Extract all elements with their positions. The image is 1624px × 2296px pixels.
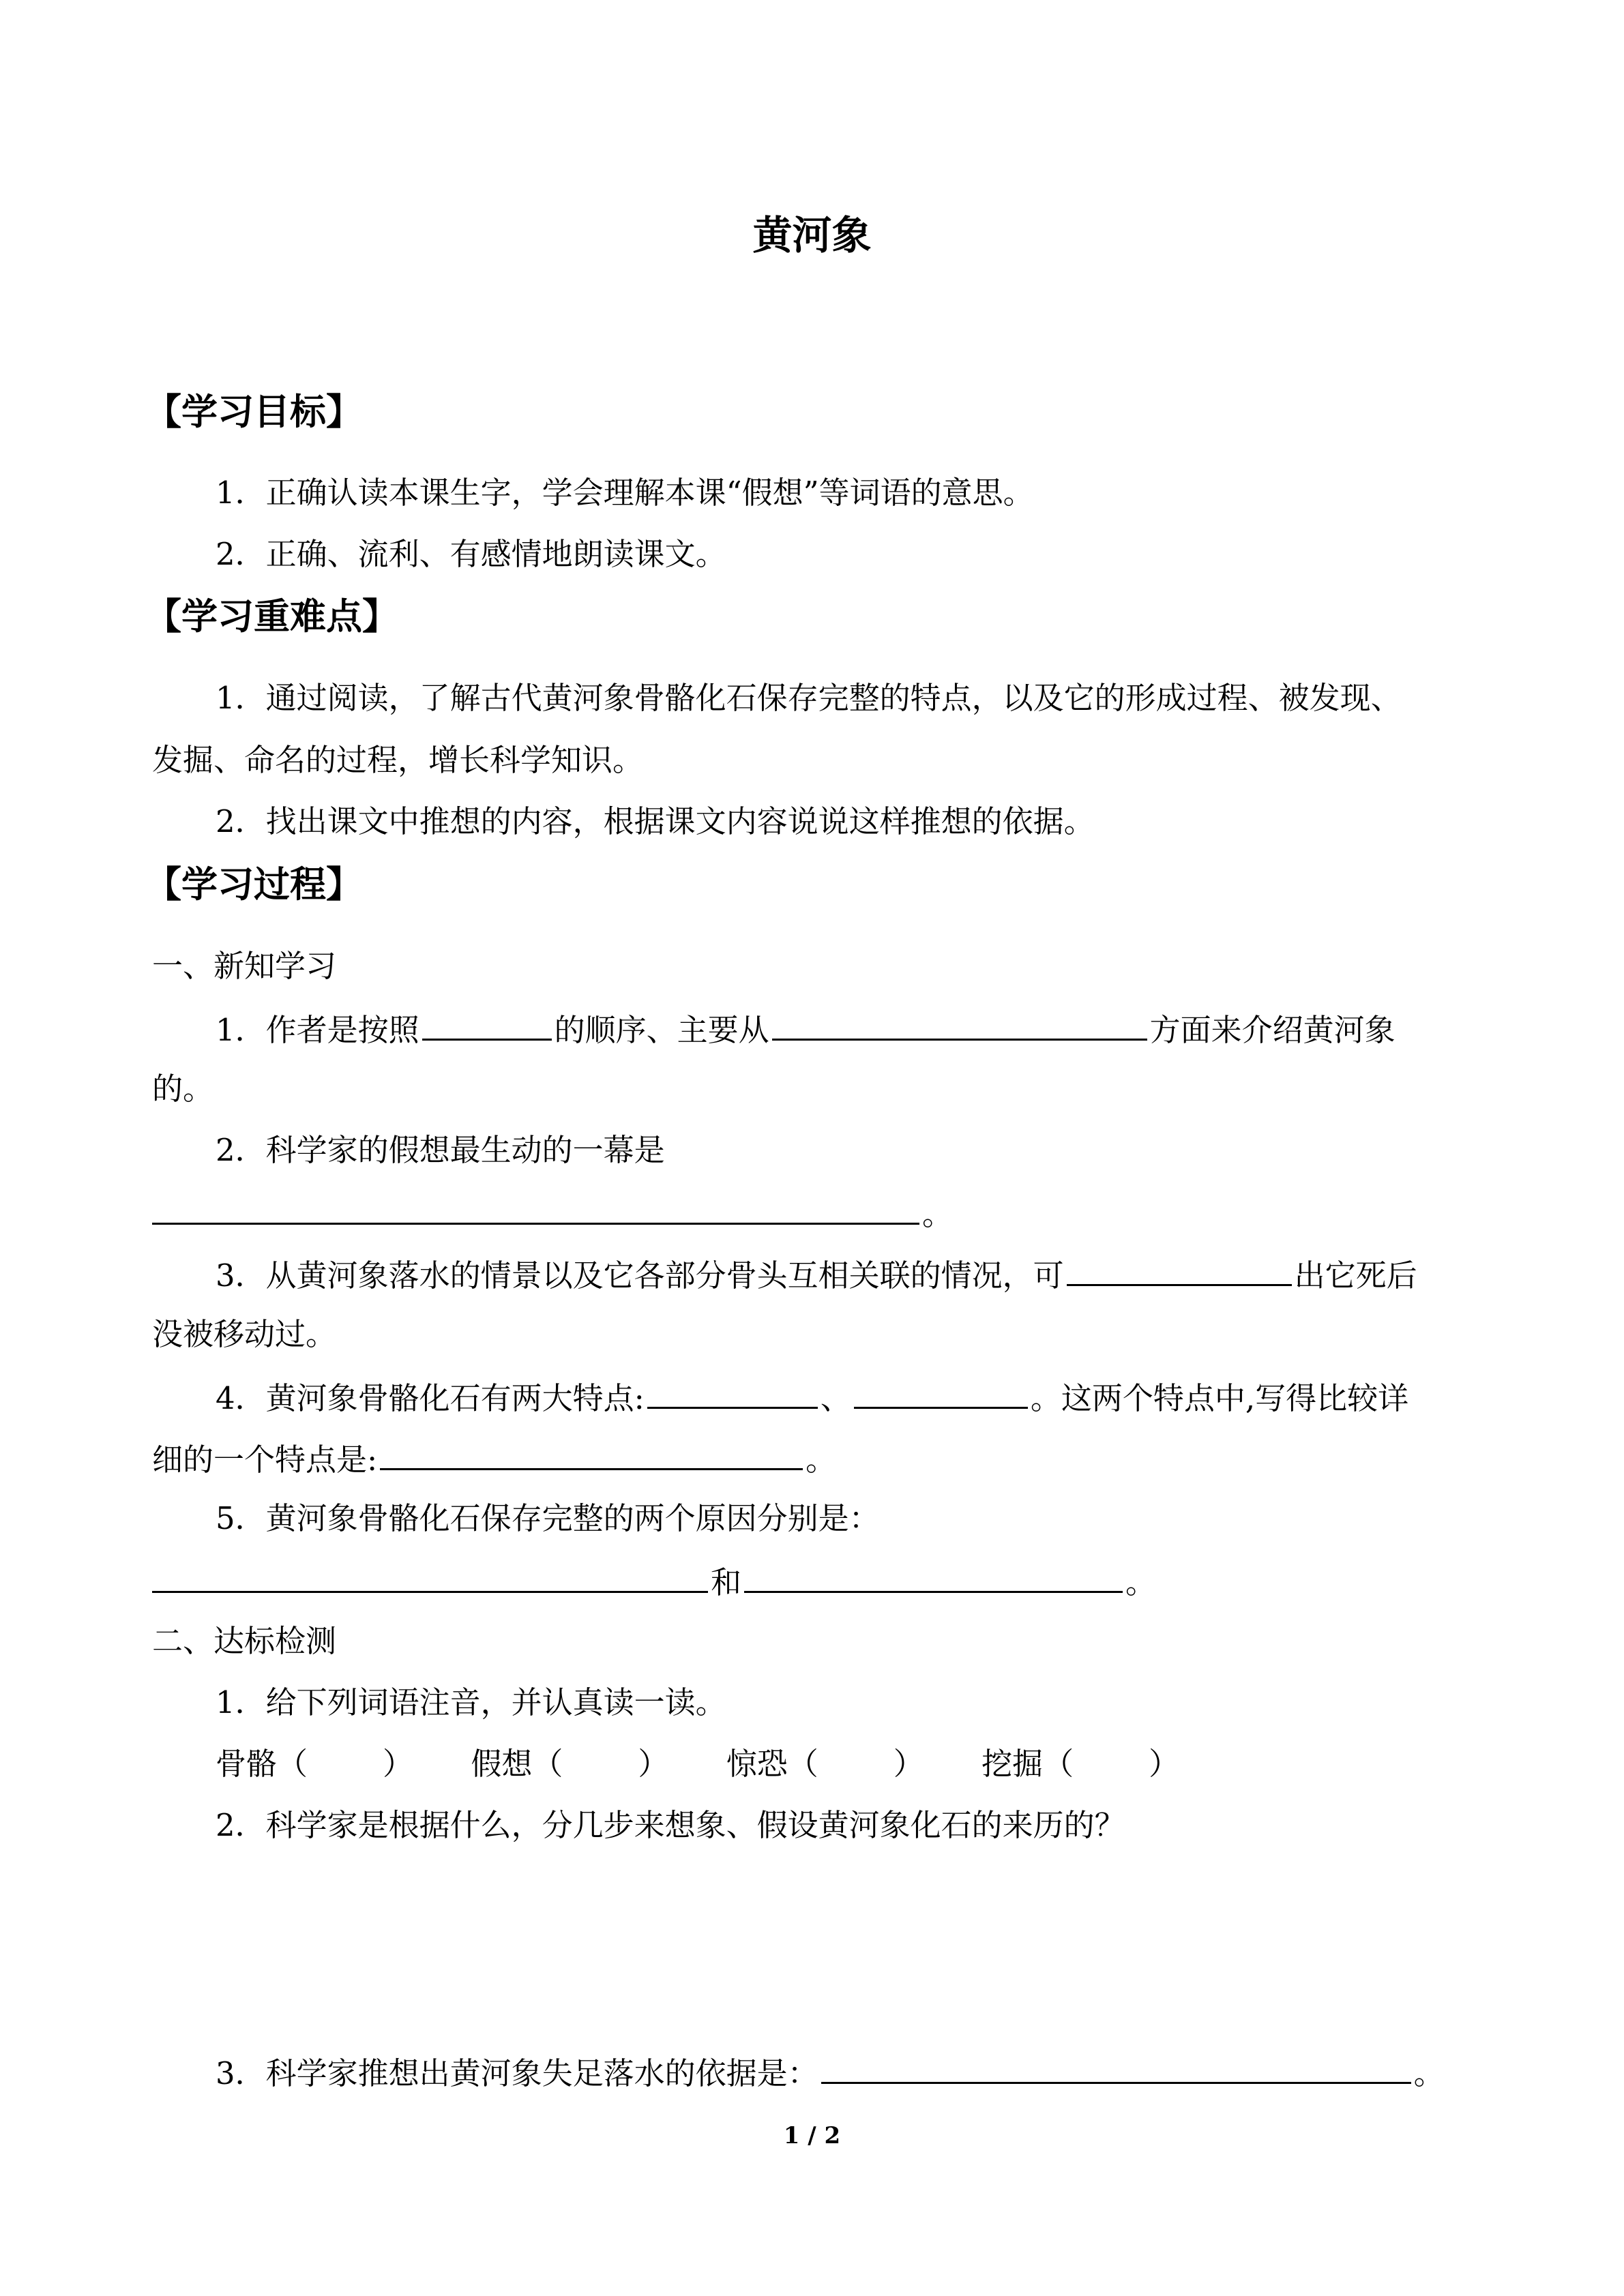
q4-end: 。 bbox=[806, 1442, 837, 1478]
page-number: 1 / 2 bbox=[783, 2122, 841, 2149]
word-item-1: 骨骼（ ） bbox=[216, 1746, 414, 1782]
word-item-2: 假想（ ） bbox=[471, 1746, 669, 1782]
q5-blank-reason-2[interactable] bbox=[744, 1560, 1123, 1593]
part1-heading: 一、新知学习 bbox=[152, 948, 337, 984]
check-question-1: 1．给下列词语注音，并认真读一读。 bbox=[216, 1684, 726, 1720]
section-heading-keypoints: 【学习重难点】 bbox=[145, 596, 398, 638]
check-q3-blank[interactable] bbox=[821, 2051, 1411, 2084]
goal-item-1: 1．正确认读本课生字，学会理解本课“假想”等词语的意思。 bbox=[216, 475, 1034, 511]
q4-text-b: 。这两个特点中,写得比较详 bbox=[1030, 1380, 1409, 1416]
q3-text-b: 出它死后 bbox=[1294, 1257, 1417, 1294]
question-4-line-2 bbox=[152, 1437, 836, 1480]
q5-blank-reason-1[interactable] bbox=[152, 1560, 708, 1593]
q4-text-c: 细的一个特点是: bbox=[152, 1442, 378, 1478]
question-3-line-1 bbox=[216, 1253, 1417, 1296]
pinyin-word-row bbox=[216, 1744, 1227, 1785]
section-heading-process: 【学习过程】 bbox=[145, 864, 362, 906]
q5-and: 和 bbox=[711, 1564, 742, 1600]
q4-blank-detailed-feature[interactable] bbox=[380, 1437, 803, 1470]
q1-blank-aspect[interactable] bbox=[772, 1007, 1147, 1041]
q4-sep: 、 bbox=[820, 1380, 851, 1416]
word-item-4: 挖掘（ ） bbox=[981, 1746, 1180, 1782]
check-q3-end: 。 bbox=[1413, 2055, 1445, 2091]
keypoint-item-1-line-2: 发掘、命名的过程，增长科学知识。 bbox=[152, 742, 644, 778]
part2-heading: 二、达标检测 bbox=[152, 1623, 337, 1659]
q2-blank-scene[interactable] bbox=[152, 1191, 919, 1225]
question-1-line-1 bbox=[216, 1007, 1396, 1051]
q1-text-b: 的顺序、主要从 bbox=[554, 1012, 769, 1048]
q3-blank-infer[interactable] bbox=[1067, 1253, 1292, 1286]
question-3-line-2: 没被移动过。 bbox=[152, 1316, 337, 1352]
section-heading-goals: 【学习目标】 bbox=[145, 391, 362, 433]
check-question-2: 2．科学家是根据什么，分几步来想象、假设黄河象化石的来历的？ bbox=[216, 1807, 1125, 1843]
q4-blank-feature-1[interactable] bbox=[647, 1375, 818, 1409]
keypoint-item-2: 2．找出课文中推想的内容，根据课文内容说说这样推想的依据。 bbox=[216, 803, 1095, 839]
q2-end: 。 bbox=[922, 1196, 954, 1232]
word-item-3: 惊恐（ ） bbox=[726, 1746, 924, 1782]
question-5-line-2 bbox=[152, 1560, 1156, 1603]
question-1-line-2: 的。 bbox=[152, 1071, 214, 1107]
question-4-line-1 bbox=[216, 1375, 1408, 1419]
q5-end: 。 bbox=[1125, 1564, 1157, 1600]
goal-item-2: 2．正确、流利、有感情地朗读课文。 bbox=[216, 536, 726, 572]
q4-blank-feature-2[interactable] bbox=[854, 1375, 1028, 1409]
q3-text-a: 3．从黄河象落水的情景以及它各部分骨头互相关联的情况，可 bbox=[216, 1257, 1064, 1294]
page-title: 黄河象 bbox=[752, 212, 872, 258]
q1-text-c: 方面来介绍黄河象 bbox=[1149, 1012, 1396, 1048]
q4-text-a: 4．黄河象骨骼化石有两大特点: bbox=[216, 1380, 645, 1416]
question-2-line-2 bbox=[152, 1191, 953, 1235]
question-2-line-1: 2．科学家的假想最生动的一幕是 bbox=[216, 1132, 665, 1168]
q1-blank-order[interactable] bbox=[422, 1007, 552, 1041]
question-5-line-1: 5．黄河象骨骼化石保存完整的两个原因分别是： bbox=[216, 1500, 880, 1536]
check-q3-text: 3．科学家推想出黄河象失足落水的依据是： bbox=[216, 2055, 818, 2091]
check-question-3 bbox=[216, 2051, 1445, 2094]
keypoint-item-1-line-1: 1．通过阅读，了解古代黄河象骨骼化石保存完整的特点，以及它的形成过程、被发现、 bbox=[216, 680, 1402, 716]
q1-text-a: 1．作者是按照 bbox=[216, 1012, 419, 1048]
